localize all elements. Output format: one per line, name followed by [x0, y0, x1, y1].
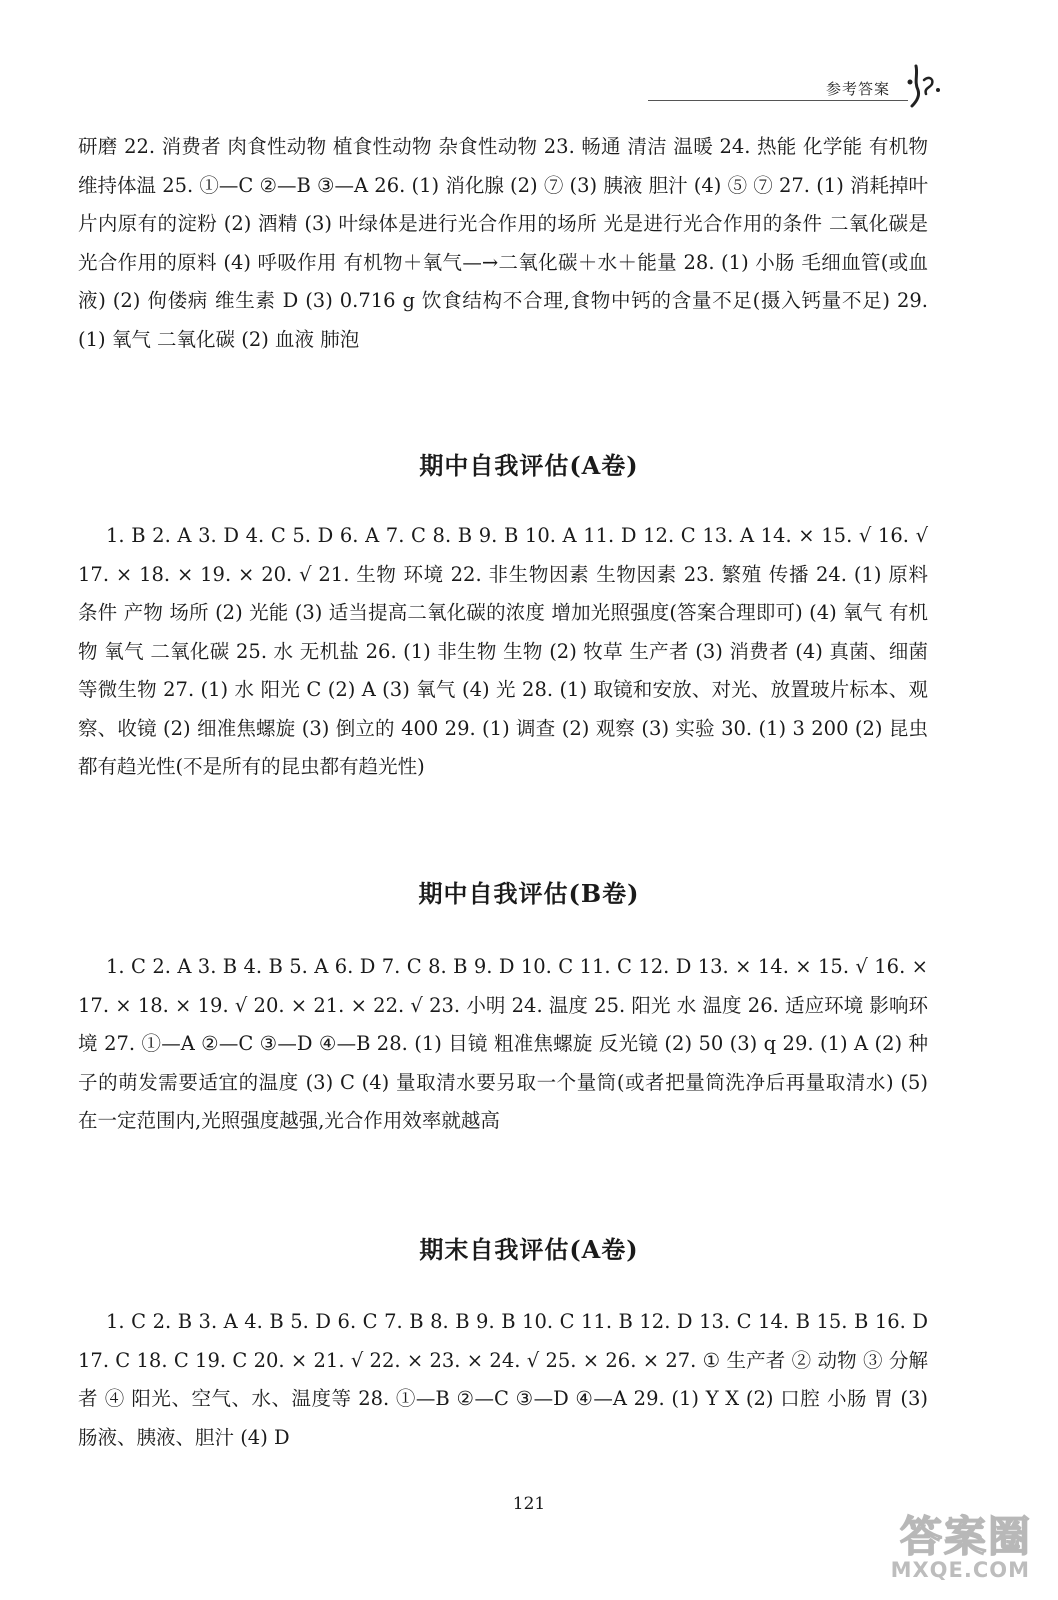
- section-title-final-a: 期末自我评估(A卷): [419, 1235, 639, 1264]
- section-title-midterm-b: 期中自我评估(B卷): [418, 879, 640, 908]
- header-label: 参考答案: [825, 80, 890, 98]
- decorative-logo-icon: [898, 60, 948, 110]
- answers-midterm-b-text: 1. C 2. A 3. B 4. B 5. A 6. D 7. C 8. B 9. D 10. C 11. C 12. D 13. × 14. × 15. √ 16. × 17. × 18. × 19. √ 20. × 21. × 22. √ 23. 小明 24. 温度 25. 阳光 水 温度 26. 适应环境 影响环境 27. ①—A ②—C ③—D ④—B 28. (1) 目镜 粗准焦螺旋 反光镜 (2) 50 (3) q 29. (1) A (2) 种子的萌发需要适宜的温度 (3) C (4) 量取清水要另取一个量筒(或者把量筒洗净后再量取清水) (5) 在一定范围内,光照强度越强,光合作用效率就越高: [78, 955, 928, 1132]
- header-rule: [648, 100, 908, 101]
- watermark-logo-text: 答案圈: [899, 1512, 1032, 1561]
- watermark-url: MXQE.COM: [890, 1558, 1030, 1582]
- page-number: 121: [512, 1494, 546, 1514]
- answers-midterm-a-text: 1. B 2. A 3. D 4. C 5. D 6. A 7. C 8. B 9. B 10. A 11. D 12. C 13. A 14. × 15. √ 16. √ 17. × 18. × 19. × 20. √ 21. 生物 环境 22. 非生物因素 生物因素 23. 繁殖 传播 24. (1) 原料 条件 产物 场所 (2) 光能 (3) 适当提高二氧化碳的浓度 增加光照强度(答案合理即可) (4) 氧气 有机物 氧气 二氧化碳 25. 水 无机盐 26. (1) 非生物 生物 (2) 牧草 生产者 (3) 消费者 (4) 真菌、细菌等微生物 27. (1) 水 阳光 C (2) A (3) 氧气 (4) 光 28. (1) 取镜和安放、对光、放置玻片标本、观察、收镜 (2) 细准焦螺旋 (3) 倒立的 400 29. (1) 调查 (2) 观察 (3) 实验 30. (1) 3 200 (2) 昆虫都有趋光性(不是所有的昆虫都有趋光性): [78, 524, 928, 778]
- section-title-midterm-a: 期中自我评估(A卷): [419, 451, 639, 480]
- section-midterm-a: [78, 517, 928, 787]
- watermark: [878, 1502, 1038, 1582]
- running-header: [648, 60, 948, 110]
- section-final-a: [78, 1303, 928, 1457]
- answers-continued-text: 研磨 22. 消费者 肉食性动物 植食性动物 杂食性动物 23. 畅通 清洁 温暖 24. 热能 化学能 有机物 维持体温 25. ①—C ②—B ③—A 26. (1) 消化腺 (2) ⑦ (3) 胰液 胆汁 (4) ⑤ ⑦ 27. (1) 消耗掉叶片内原有的淀粉 (2) 酒精 (3) 叶绿体是进行光合作用的场所 光是进行光合作用的条件 二氧化碳是光合作用的原料 (4) 呼吸作用 有机物＋氧气—→二氧化碳＋水＋能量 28. (1) 小肠 毛细血管(或血液) (2) 佝偻病 维生素 D (3) 0.716 g 饮食结构不合理,食物中钙的含量不足(摄入钙量不足) 29. (1) 氧气 二氧化碳 (2) 血液 肺泡: [78, 135, 929, 351]
- section-midterm-b: [78, 948, 928, 1141]
- answers-final-a-text: 1. C 2. B 3. A 4. B 5. D 6. C 7. B 8. B 9. B 10. C 11. B 12. D 13. C 14. B 15. B 16. D 17. C 18. C 19. C 20. × 21. √ 22. × 23. × 24. √ 25. × 26. × 27. ① 生产者 ② 动物 ③ 分解者 ④ 阳光、空气、水、温度等 28. ①—B ②—C ③—D ④—A 29. (1) Y X (2) 口腔 小肠 胃 (3) 肠液、胰液、胆汁 (4) D: [78, 1310, 928, 1449]
- section-continued: [78, 128, 928, 359]
